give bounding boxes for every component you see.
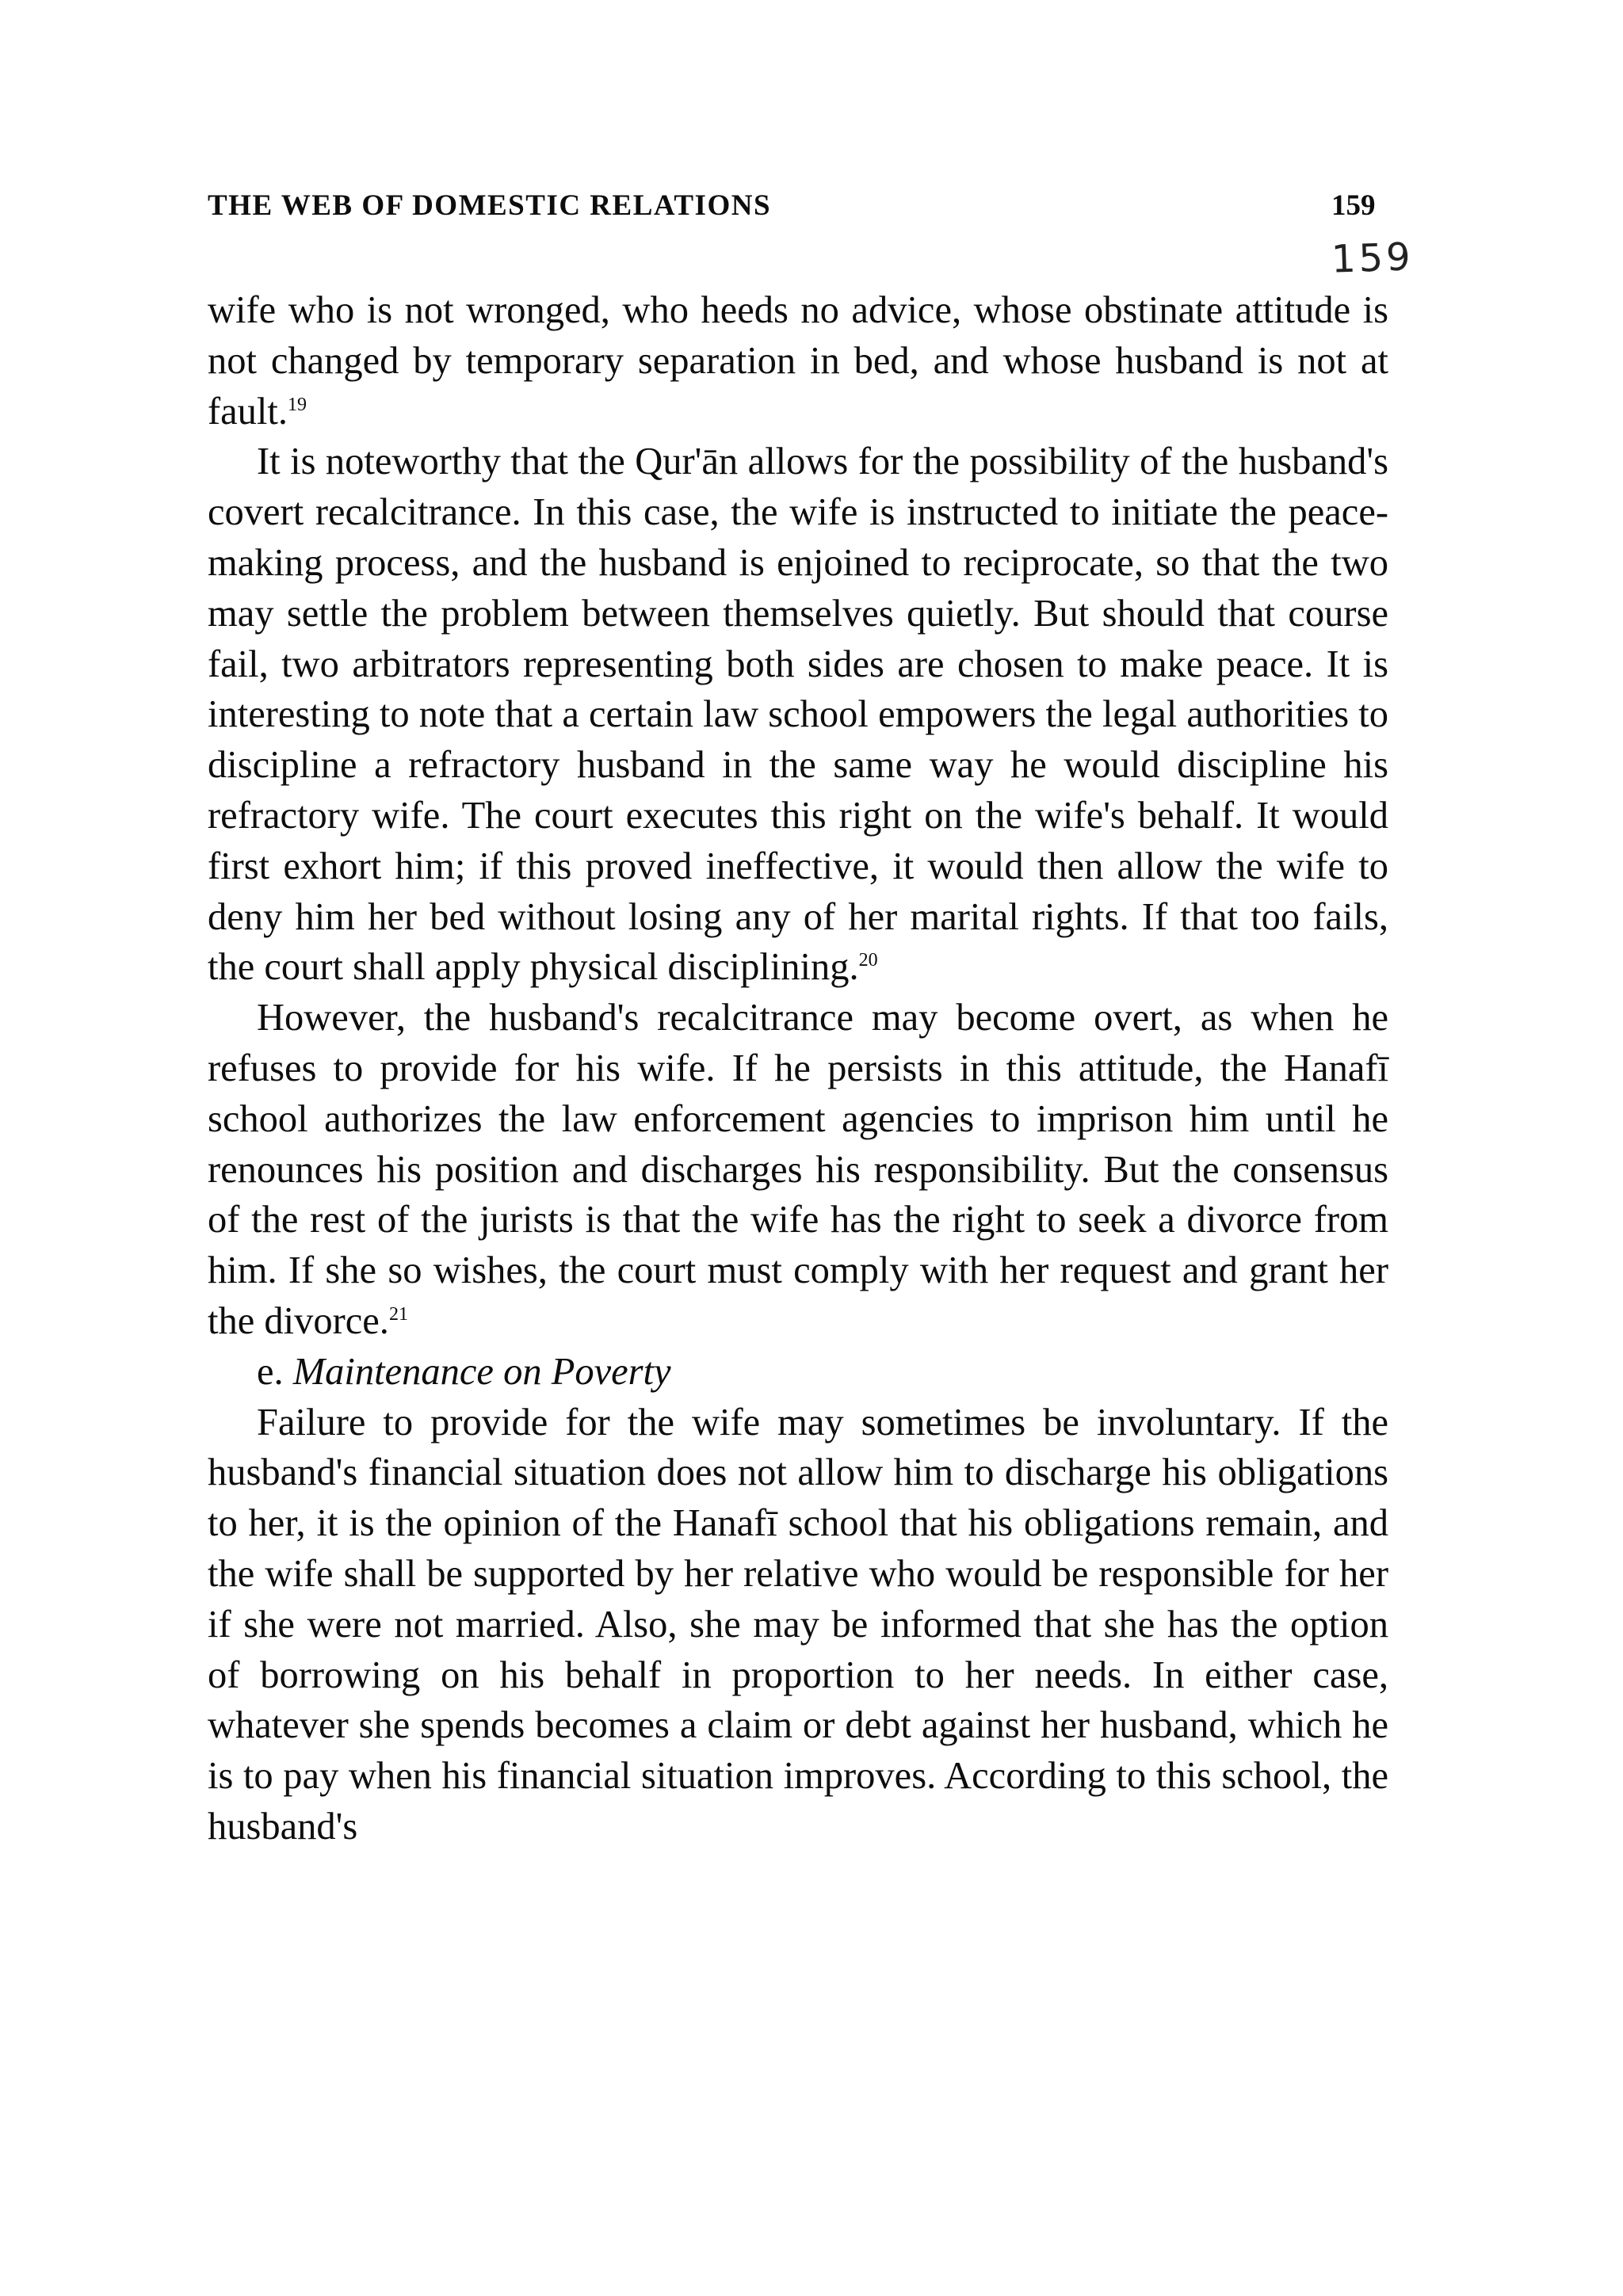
footnote-marker: 21 (388, 1303, 408, 1325)
body-text (208, 285, 1388, 1852)
page-number: 159 (1331, 189, 1376, 222)
paragraph-maintenance-on-poverty (208, 1398, 1388, 1852)
paragraph-text: wife who is not wronged, who heeds no advice, whose obstinate attitude is not changed by temporary separation in bed, and whose husband is not at fault. (208, 289, 1388, 433)
paragraph-text: Failure to provide for the wife may sometimes be involuntary. If the husband's financial situation does not allow him to discharge his obligations to her, it is the opinion of the Hanafī school that his obligations remain, and the wife shall be supported by her relative who would be responsible for her if she were not married. Also, she may be informed that she has the option of borrowing on his behalf in proportion to her needs. In either case, whatever she spends becomes a claim or debt against her husband, which he is to pay when his financial situation improves. According to this school, the husband's (208, 1401, 1388, 1848)
paragraph-text: It is noteworthy that the Qur'ān allows for the possibility of the husband's covert recalcitrance. In this case, the wife is instructed to initiate the peace-making process, and the husband is enjoined to reciprocate, so that the two may settle the problem between themselves quietly. But should that course fail, two arbitrators representing both sides are chosen to make peace. It is interesting to note that a certain law school empowers the legal authorities to discipline a refractory husband in the same way he would discipline his refractory wife. The court executes this right on the wife's behalf. It would first exhort him; if this proved ineffective, it would then allow the wife to deny him her bed without losing any of her marital rights. If that too fails, the court shall apply physical disciplining. (208, 441, 1388, 989)
footnote-marker: 19 (288, 394, 307, 415)
running-head: THE WEB OF DOMESTIC RELATIONS (208, 189, 772, 222)
section-heading (208, 1347, 1388, 1398)
paragraph-continuation (208, 285, 1388, 437)
paragraph-text: However, the husband's recalcitrance may become overt, as when he refuses to provide for his wife. If he persists in this attitude, the Hanafī school authorizes the law enforcement agencies to imprison him until he renounces his position and discharges his responsibility. But the consensus of the rest of the jurists is that the wife has the right to seek a divorce from him. If she so wishes, the court must comply with her request and grant her the divorce. (208, 997, 1388, 1342)
footnote-marker: 20 (858, 950, 878, 971)
paragraph-overt-recalcitrance (208, 993, 1388, 1347)
handwritten-page-number: 159 (1331, 235, 1415, 282)
section-letter: e. (257, 1350, 284, 1393)
paragraph-covert-recalcitrance (208, 437, 1388, 993)
section-title: Maintenance on Poverty (292, 1350, 671, 1393)
